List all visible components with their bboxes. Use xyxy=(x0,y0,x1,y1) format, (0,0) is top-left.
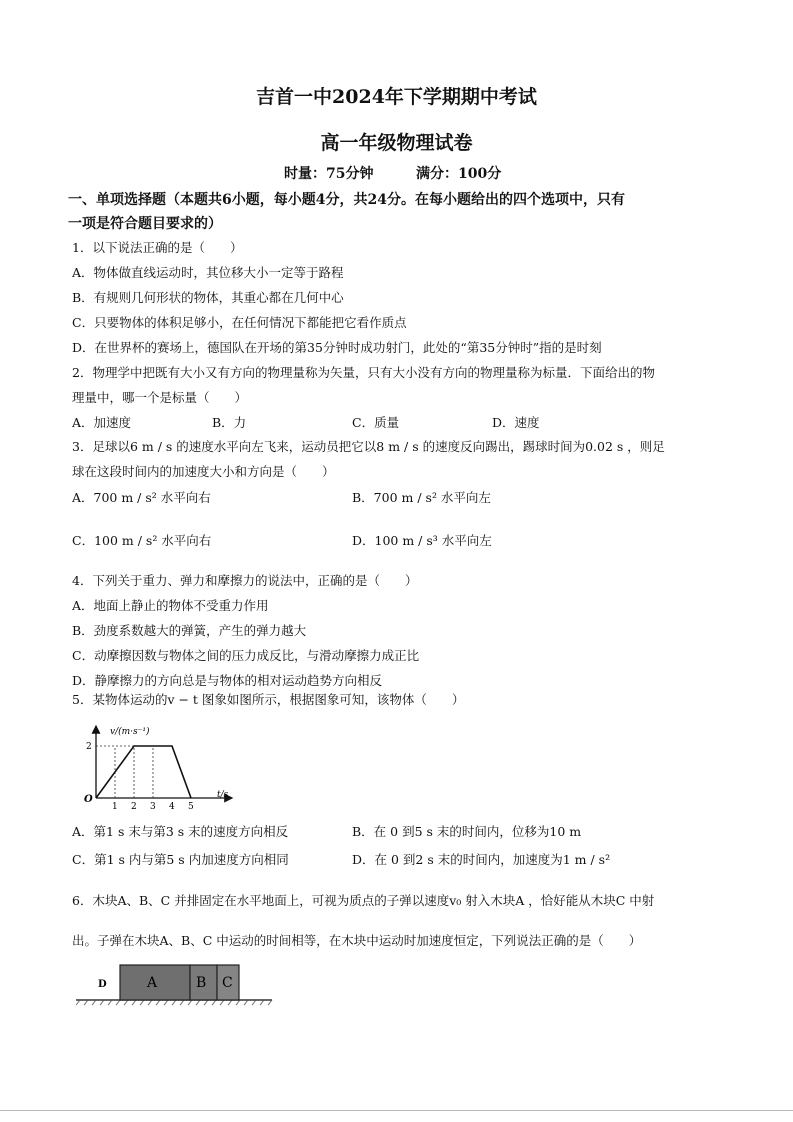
score-info: 满分：100分 xyxy=(416,166,502,182)
q2-stem: 2．物理学中把既有大小又有方向的物理量称为矢量，只有大小没有方向的物理量称为标量．下面给出的物 xyxy=(72,365,655,380)
q6-stem: 6．木块A、B、C 并排固定在水平地面上，可视为质点的子弹以速度v₀ 射入木块A ，恰好能从木块C 中射 xyxy=(72,893,655,908)
section-heading-cont: 一项是符合题目要求的） xyxy=(68,216,222,232)
q3-option-c: C．100 m / s² 水平向右 xyxy=(72,533,212,548)
q4-option-a: A．地面上静止的物体不受重力作用 xyxy=(72,598,269,613)
q2-stem-cont: 理量中，哪一个是标量（ ） xyxy=(72,390,248,405)
q2-options xyxy=(72,413,732,431)
bullet-label: D xyxy=(98,979,107,990)
section-heading: 一、单项选择题（本题共6小题，每小题4分，共24分。在每小题给出的四个选项中，只有 xyxy=(68,192,625,208)
block-a-label: A xyxy=(147,975,158,991)
q4-option-c: C．动摩擦因数与物体之间的压力成反比，与滑动摩擦力成正比 xyxy=(72,648,420,663)
q3-stem: 3．足球以6 m / s 的速度水平向左飞来，运动员把它以8 m / s 的速度反向踢出，踢球时间为0.02 s ，则足 xyxy=(72,439,665,454)
x-tick-label: 4 xyxy=(169,802,175,812)
y-axis-label: v/(m·s⁻¹) xyxy=(110,727,150,737)
q3-option-b: B．700 m / s² 水平向左 xyxy=(352,490,491,505)
q3-option-a: A．700 m / s² 水平向右 xyxy=(72,490,211,505)
q2-option-c: C．质量 xyxy=(352,415,400,430)
x-axis-label: t/s xyxy=(217,790,229,800)
time-info: 时量：75分钟 xyxy=(284,166,374,182)
q5-option-a: A．第1 s 末与第3 s 末的速度方向相反 xyxy=(72,824,289,839)
vt-ticks xyxy=(86,742,194,812)
q1-stem: 1．以下说法正确的是（ ） xyxy=(72,240,243,255)
q3-option-d: D．100 m / s³ 水平向左 xyxy=(352,533,492,548)
vt-series-line xyxy=(96,746,191,798)
q2-option-d: D．速度 xyxy=(492,415,540,430)
q5-option-d: D．在 0 到2 s 末的时间内，加速度为1 m / s² xyxy=(352,852,611,867)
x-tick-label: 3 xyxy=(150,802,156,812)
exam-subtitle: 高一年级物理试卷 xyxy=(320,132,473,154)
page-bottom-rule xyxy=(0,1110,793,1111)
q1-option-d: D．在世界杯的赛场上，德国队在开场的第35分钟时成功射门，此处的“第35分钟时”指的是时刻 xyxy=(72,340,602,355)
q1-option-c: C．只要物体的体积足够小，在任何情况下都能把它看作质点 xyxy=(72,315,407,330)
q4-stem: 4．下列关于重力、弹力和摩擦力的说法中，正确的是（ ） xyxy=(72,573,418,588)
q5-option-c: C．第1 s 内与第5 s 内加速度方向相同 xyxy=(72,852,289,867)
vt-line-layer xyxy=(96,746,191,798)
x-tick-label: 1 xyxy=(112,802,118,812)
exam-title: 吉首一中2024年下学期期中考试 xyxy=(256,86,537,108)
origin-label: O xyxy=(84,794,93,805)
vt-graph xyxy=(74,722,244,814)
q4-option-b: B．劲度系数越大的弹簧，产生的弹力越大 xyxy=(72,623,307,638)
y-tick-label: 2 xyxy=(86,742,92,752)
block-b-label: B xyxy=(196,975,207,991)
q4-option-d: D．静摩擦力的方向总是与物体的相对运动趋势方向相反 xyxy=(72,673,383,688)
x-tick-label: 5 xyxy=(188,802,194,812)
q5-option-b: B．在 0 到5 s 末的时间内，位移为10 m xyxy=(352,824,582,839)
q2-option-a: A．加速度 xyxy=(72,415,132,430)
q2-option-b: B．力 xyxy=(212,415,247,430)
vt-guides xyxy=(96,746,153,798)
q5-stem: 5．某物体运动的v − t 图象如图所示，根据图象可知，该物体（ ） xyxy=(72,692,465,707)
q1-option-b: B．有规则几何形状的物体，其重心都在几何中心 xyxy=(72,290,344,305)
q3-stem-cont: 球在这段时间内的加速度大小和方向是（ ） xyxy=(72,464,335,479)
q1-option-a: A．物体做直线运动时，其位移大小一定等于路程 xyxy=(72,265,344,280)
q6-stem-cont: 出。子弹在木块A、B、C 中运动的时间相等，在木块中运动时加速度恒定，下列说法正确的是（ ） xyxy=(72,933,642,948)
ground-hatch xyxy=(76,1000,272,1005)
block-c-label: C xyxy=(222,975,233,991)
x-tick-label: 2 xyxy=(131,802,137,812)
blocks-figure xyxy=(76,960,276,1010)
